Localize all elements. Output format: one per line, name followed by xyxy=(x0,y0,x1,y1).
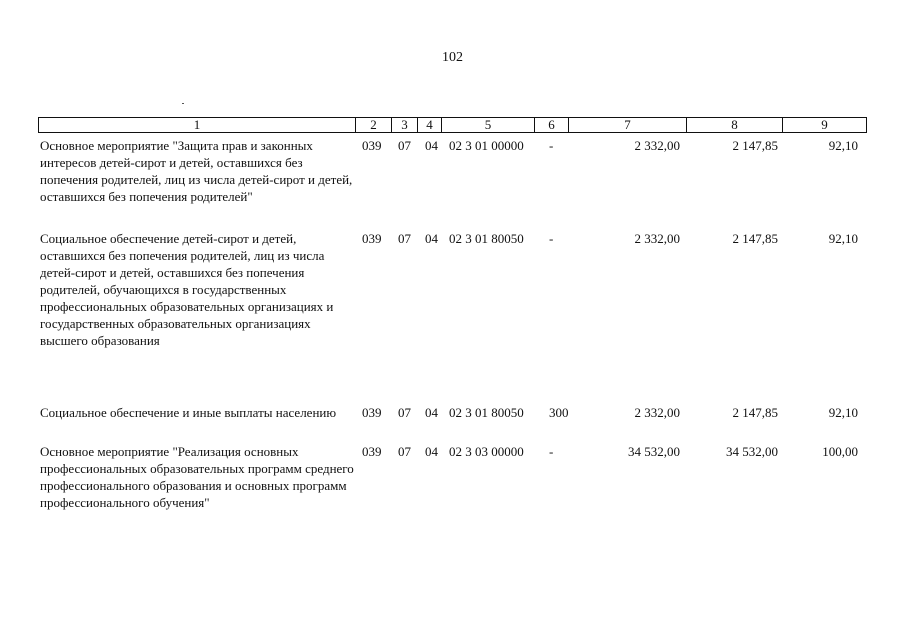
header-col-4: 4 xyxy=(417,118,441,132)
row-name: Основное мероприятие "Защита прав и законных интересов детей-сирот и детей, оставшихся без попечения родителей, лиц из числа детей-сирот и детей, оставшихся без попечения родителей" xyxy=(40,138,353,204)
row-col-4: 04 xyxy=(425,444,438,459)
header-col-6: 6 xyxy=(534,118,568,132)
row-col-3: 07 xyxy=(398,444,411,459)
page-number: 102 xyxy=(442,50,463,65)
row-name: Социальное обеспечение детей-сирот и детей, оставшихся без попечения родителей, лиц из числа детей-сирот и детей, оставшихся без попечения родителей, обучающихся в государственных профессиональных образовательных организациях и государственных образовательных организациях высшего образования xyxy=(40,231,334,348)
row-name: Основное мероприятие "Реализация основных профессиональных образовательных программ среднего профессионального образования и основных программ профессионального обучения" xyxy=(40,444,354,510)
row-col-6: - xyxy=(549,138,554,153)
row-col-7: 2 332,00 xyxy=(634,231,680,246)
row-col-9: 92,10 xyxy=(828,405,858,420)
row-col-2: 039 xyxy=(362,138,382,153)
row-col-4: 04 xyxy=(425,138,438,153)
row-col-6: - xyxy=(549,444,554,459)
row-col-7: 2 332,00 xyxy=(634,138,680,153)
header-col-7: 7 xyxy=(568,118,686,132)
row-col-2: 039 xyxy=(362,231,382,246)
row-col-2: 039 xyxy=(362,444,382,459)
row-col-9: 92,10 xyxy=(828,138,858,153)
row-col-6: - xyxy=(549,231,554,246)
row-col-9: 92,10 xyxy=(828,231,858,246)
row-col-9: 100,00 xyxy=(822,444,858,459)
row-col-4: 04 xyxy=(425,405,438,420)
row-col-8: 34 532,00 xyxy=(726,444,778,459)
row-col-8: 2 147,85 xyxy=(732,405,778,420)
header-col-2: 2 xyxy=(355,118,391,132)
row-col-7: 2 332,00 xyxy=(634,405,680,420)
row-col-8: 2 147,85 xyxy=(732,138,778,153)
header-col-8: 8 xyxy=(686,118,782,132)
row-col-5: 02 3 01 00000 xyxy=(449,138,524,153)
row-col-3: 07 xyxy=(398,138,411,153)
header-col-9: 9 xyxy=(782,118,866,132)
row-col-5: 02 3 01 80050 xyxy=(449,231,524,246)
row-col-8: 2 147,85 xyxy=(732,231,778,246)
row-name: Социальное обеспечение и иные выплаты населению xyxy=(40,405,337,420)
scan-speck xyxy=(182,103,184,104)
header-col-5: 5 xyxy=(441,118,534,132)
row-col-6: 300 xyxy=(549,405,569,420)
row-col-5: 02 3 03 00000 xyxy=(449,444,524,459)
row-col-5: 02 3 01 80050 xyxy=(449,405,524,420)
header-col-3: 3 xyxy=(391,118,417,132)
row-col-4: 04 xyxy=(425,231,438,246)
row-col-7: 34 532,00 xyxy=(628,444,680,459)
row-col-3: 07 xyxy=(398,231,411,246)
table-header xyxy=(38,117,867,133)
header-col-1: 1 xyxy=(193,117,201,132)
row-col-2: 039 xyxy=(362,405,382,420)
row-col-3: 07 xyxy=(398,405,411,420)
